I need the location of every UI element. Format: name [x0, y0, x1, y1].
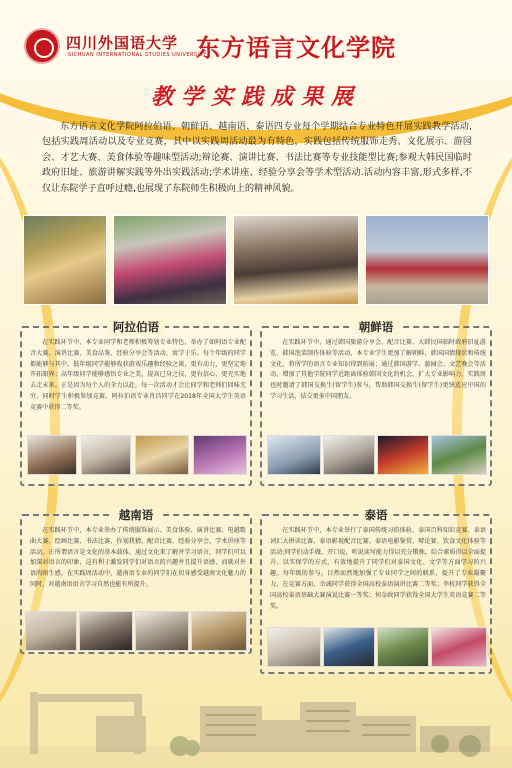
thai-photo-4 — [432, 628, 486, 666]
section-korean-body: 在实践环节中，通过韩国旅游分享会、配音比赛、大韩民国临时政府旧址游览、韩国泡菜制作体验等活动，本专业学生更加了解朝鲜、韩国国情现状和传统文化，将所学的语言专业知识得到拓展；通过韩国游学、游园会、文艺晚会等活动，增加了其他学院同学近距离体验韩国文化的机会，扩大专业影响力。实践周也时邀请了韩国交换生(留学生)参与，帮助韩国交换生(留学生)更快适应中国的学习生活，结交更多中国朋友。 — [270, 339, 486, 400]
arabic-photo-2 — [82, 436, 130, 474]
section-vietnamese-title: 越南语 — [113, 507, 160, 523]
university-name-en: SICHUAN INTERNATIONAL STUDIES UNIVERSITY — [68, 52, 207, 58]
header — [24, 28, 494, 68]
section-korean-title: 朝鲜语 — [353, 319, 400, 335]
section-korean — [260, 320, 492, 486]
korean-photo-1 — [268, 436, 320, 474]
photo-row — [0, 216, 512, 304]
university-seal-icon — [24, 28, 60, 64]
poster-title: 教学实践成果展 — [150, 84, 361, 110]
section-thai-title: 泰语 — [359, 507, 394, 523]
arabic-photo-3 — [136, 436, 188, 474]
photo-dance-performance — [366, 216, 488, 304]
college-name: 东方语言文化学院 — [196, 34, 396, 62]
korean-photo-4 — [432, 436, 486, 474]
vietnamese-photo-1 — [26, 612, 76, 650]
section-thai — [260, 508, 492, 674]
section-arabic-body: 在实践环节中，本专业同学和老师积极筹划专业特色，举办了如阿语专业配音大赛、演讲比赛、美食品鉴、经验分享会等活动，寓学于乐。每个年级的同学都能够与其中，低年级同学能够收获游戏乐趣和经验之谈，更有动力，更坚定地开拓眼界；高年级同学能够感悟专业之美，提高已身之技，更有信心，更充实地去走未来。正是因为每个人的全力以赴，每一次活动才会让同学和老师们回味无穷。同时学生积极参加竞赛，阿拉伯语专业肖昌同学在2018年全国大学生英语竞赛中获得二等奖。 — [30, 339, 246, 411]
vietnamese-photo-2 — [80, 612, 132, 650]
korean-photo-2 — [324, 436, 374, 474]
campus-buildings-illustration — [0, 676, 512, 768]
section-arabic-title: 阿拉伯语 — [107, 319, 165, 335]
thai-photo-1 — [268, 628, 320, 666]
photo-food-tasting — [234, 216, 358, 304]
arabic-photo-1 — [28, 436, 76, 474]
vietnamese-photo-4 — [192, 612, 246, 650]
intro-paragraph: 东方语言文化学院阿拉伯语、朝鲜语、越南语、泰语四专业每个学期结合专业特色开展实践教学活动,包括实践周活动以及专业竞赛，其中以实践周活动最为有特色，实践包括传统服饰走秀、文化展示、游园会、才艺大赛、美食体验等趣味型活动;辩论赛、演讲比赛、书法比赛等专业技能型比赛;参观大韩民国临时政府旧址、旅游讲解实践等外出实践活动;学术讲座、经验分享会等学术型活动.活动内容丰富,形式多样,不仅让东院学子直呼过瘾,也展现了东院师生积极向上的精神风貌。 — [42, 122, 472, 194]
section-vietnamese-body: 在实践环节中，本专业举办了传统服饰展示、美食体验、演讲比赛、电越歌曲大赛、绘画比赛、书法比赛、你划我猜、配音比赛、经验分享会、学术讲座等活动。正所谓语言是文化的基本载体，通过文化来了解并学习语言，同学们可以加深对语言的印象，这有利于激发同学们对语言的兴趣并且提升语感，而就对外语的陌生感。在实践周活动中，越南语专业的同学们在切身感受越南文化魅力的同时，对越南语语言学习自然也能有所提升。 — [30, 527, 246, 588]
arabic-photo-4 — [194, 436, 246, 474]
section-vietnamese — [20, 508, 252, 654]
thai-photo-3 — [378, 628, 428, 666]
korean-photo-3 — [378, 436, 428, 474]
vietnamese-photo-3 — [136, 612, 188, 650]
photo-girl-traditional-dress — [24, 216, 106, 304]
photo-group-costume — [114, 216, 226, 304]
university-name-cn: 四川外国语大学 — [66, 34, 179, 52]
section-arabic — [20, 320, 252, 486]
section-thai-body: 在实践环节中，本专业举行了泰国传统习俗体验、泰国百科知识竞赛、泰语词汇大拼读比赛、泰语影视配音比赛、泰语电影鉴赏、辩论赛、饮食文化体验等活动;同学们动手做、开口说，听说读写能力得以充分锻炼，综合素质得以全面提升。以实保学的方式，有效地提升了同学们对泰国文化、文学等方面学习的兴趣。每年级的参与，目然而然地加强了专业同学之间的联系，提升了专业凝聚力。在竞赛方面，余诚同学获得全国高校泰语演讲比赛二等奖；李杭同学获得全国高校泰语基础大赛演说比赛一等奖；何金政同学获得全国大学生英语竞赛二等奖。 — [270, 527, 486, 610]
thai-photo-2 — [324, 628, 374, 666]
